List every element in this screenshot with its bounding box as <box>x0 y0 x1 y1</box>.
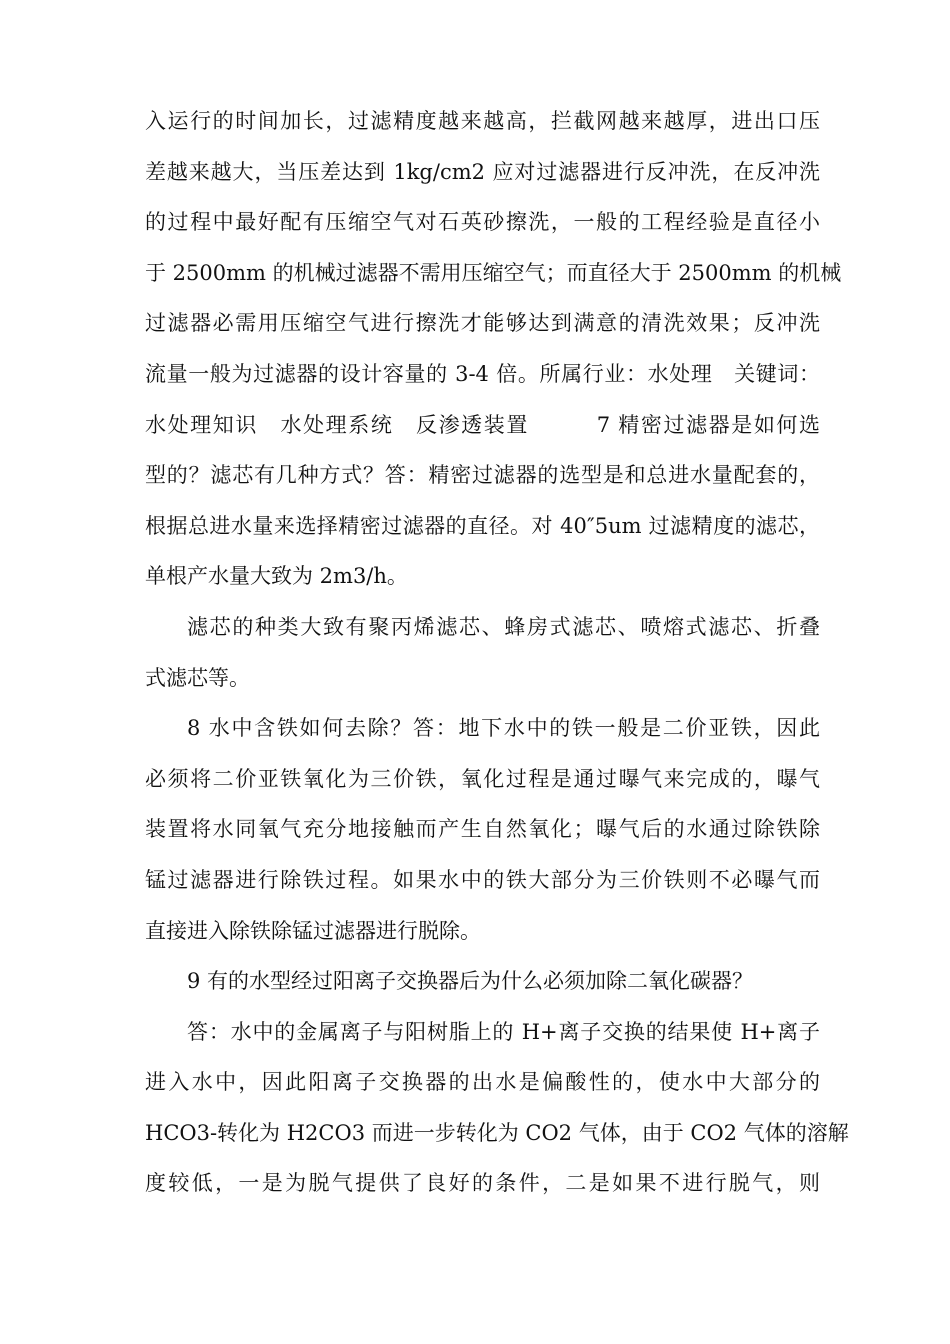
text-line: 流量一般为过滤器的设计容量的 3-4 倍。所属行业：水处理 关键词： <box>145 361 820 386</box>
text-line: 进入水中，因此阳离子交换器的出水是偏酸性的，使水中大部分的 <box>145 1070 820 1095</box>
text-line: 滤芯的种类大致有聚丙烯滤芯、蜂房式滤芯、喷熔式滤芯、折叠 <box>187 614 820 639</box>
text-line: 单根产水量大致为 2m3/h。 <box>145 564 408 589</box>
text-line: 9 有的水型经过阳离子交换器后为什么必须加除二氧化碳器？ <box>187 969 754 994</box>
text-line: 水处理知识 水处理系统 反渗透装置 7 精密过滤器是如何选 <box>145 412 820 437</box>
text-line: 锰过滤器进行除铁过程。如果水中的铁大部分为三价铁则不必曝气而 <box>145 867 820 892</box>
text-line: 根据总进水量来选择精密过滤器的直径。对 40″5um 过滤精度的滤芯， <box>145 513 820 538</box>
text-line: 过滤器必需用压缩空气进行擦洗才能够达到满意的清洗效果；反冲洗 <box>145 311 820 336</box>
text-line: 直接进入除铁除锰过滤器进行脱除。 <box>145 918 481 943</box>
text-line: 答：水中的金属离子与阳树脂上的 H+离子交换的结果使 H+离子 <box>187 1019 820 1044</box>
text-line: 必须将二价亚铁氧化为三价铁，氧化过程是通过曝气来完成的，曝气 <box>145 766 820 791</box>
text-line: 装置将水同氧气充分地接触而产生自然氧化；曝气后的水通过除铁除 <box>145 817 820 842</box>
text-line: 型的？滤芯有几种方式？答：精密过滤器的选型是和总进水量配套的， <box>145 463 820 488</box>
text-line: 差越来越大，当压差达到 1kg/cm2 应对过滤器进行反冲洗，在反冲洗 <box>145 159 820 184</box>
text-line: 的过程中最好配有压缩空气对石英砂擦洗，一般的工程经验是直径小 <box>145 210 820 235</box>
text-line: HCO3-转化为 H2CO3 而进一步转化为 CO2 气体，由于 CO2 气体的溶解 <box>145 1120 849 1145</box>
text-line: 于 2500mm 的机械过滤器不需用压缩空气；而直径大于 2500mm 的机械 <box>145 260 842 285</box>
text-line: 度较低，一是为脱气提供了良好的条件，二是如果不进行脱气，则 <box>145 1171 820 1196</box>
document-body <box>145 96 849 1209</box>
text-line: 式滤芯等。 <box>145 665 250 690</box>
text-line: 入运行的时间加长，过滤精度越来越高，拦截网越来越厚，进出口压 <box>145 109 820 133</box>
text-line: 8 水中含铁如何去除？答：地下水中的铁一般是二价亚铁，因此 <box>187 716 820 741</box>
